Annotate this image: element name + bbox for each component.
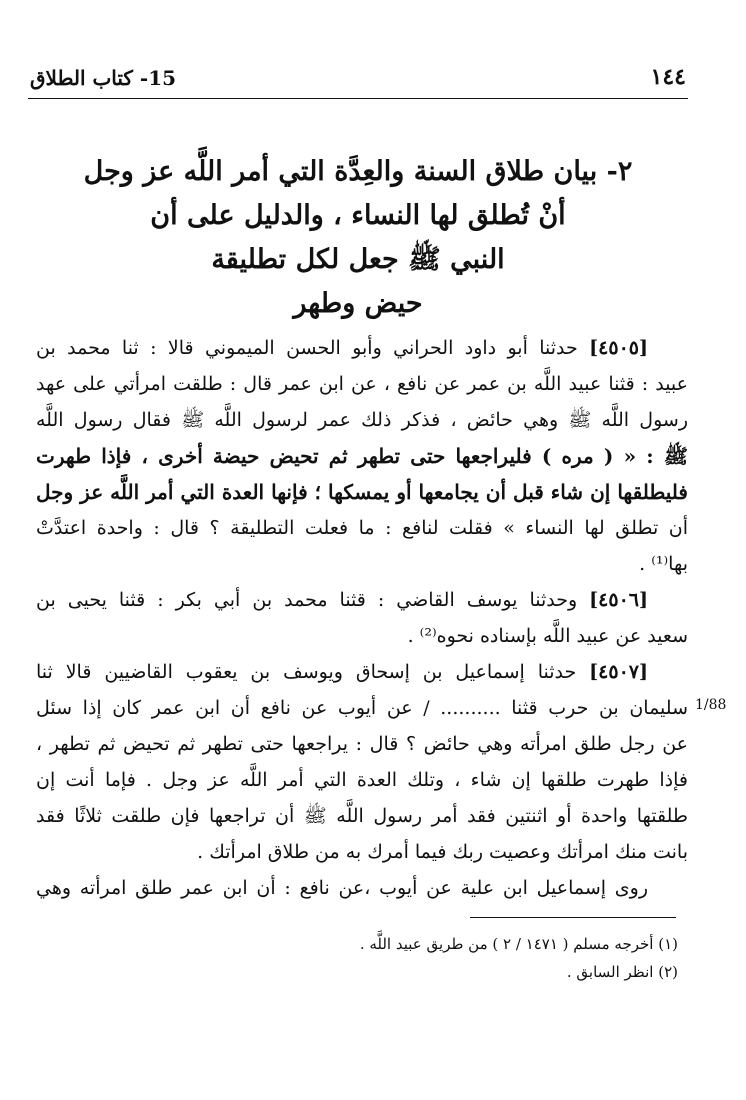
chapter-title-line: أنْ تُطلق لها النساء ، والدليل على أن (150, 200, 566, 231)
footnote-divider (470, 917, 676, 918)
chapter-title-line: حيض وطهر (293, 288, 423, 319)
text-span: حدثنا إسماعيل بن إسحاق ويوسف بن يعقوب القاضيين قالا ثنا (36, 661, 577, 683)
book-title: 15- كتاب الطلاق (30, 66, 177, 90)
text-line: عبيد : قثنا عبيد اللَّه بن عمر عن نافع ، عن ابن عمر قال : طلقت امرأتي على عهد (36, 373, 688, 395)
text-line: فليطلقها إن شاء قبل أن يجامعها أو يمسكها ؛ فإنها العدة التي أمر اللَّه عز وجل (36, 480, 688, 504)
hadith-number: [٤٥٠٦] (589, 589, 648, 611)
text-line: بانت منك امرأتك وعصيت ربك فيما أمرك به من طلاق امرأتك . (197, 841, 688, 863)
text-line: بها⁽¹⁾ . (639, 553, 688, 575)
text-line: طلقتها واحدة أو اثنتين فقد أمر رسول اللَّه ﷺ أن تراجعها فإن طلقت ثلاثًا فقد (36, 805, 688, 827)
footnotes (120, 930, 678, 986)
text-line: فإذا طهرت طلقها إن شاء ، وتلك العدة التي أمر اللَّه عز وجل . فإما أنت إن (36, 769, 688, 791)
main-text (36, 330, 688, 906)
text-line: سعيد عن عبيد اللَّه بإسناده نحوه⁽²⁾ . (407, 625, 688, 647)
chapter-title-line: ٢- بيان طلاق السنة والعِدَّة التي أمر اللَّه عز وجل (83, 156, 633, 187)
text-line: أن تطلق لها النساء » فقلت لنافع : ما فعلت التطليقة ؟ قال : واحدة اعتدَّتْ (36, 517, 688, 539)
hadith-number: [٤٥٠٥] (589, 337, 648, 359)
text-line (36, 330, 688, 366)
hadith-number: [٤٥٠٧] (589, 661, 648, 683)
footnote: (١) أخرجه مسلم ( ١٤٧١ / ٢ ) من طريق عبيد اللَّه . (359, 935, 678, 953)
page-number: ١٤٤ (650, 64, 686, 90)
chapter-title-line: النبي ﷺ جعل لكل تطليقة (211, 244, 505, 275)
text-line: ﷺ : « ( مره ) فليراجعها حتى تطهر ثم تحيض حيضة أخرى ، فإذا طهرت (36, 444, 688, 468)
text-line: عن رجل طلق امرأته وهي حائض ؟ قال : يراجعها حتى تطهر ثم تحيض ثم تطهر ، (36, 733, 688, 755)
text-line: سليمان بن حرب قثنا .......... / عن أيوب عن نافع أن ابن عمر كان إذا سئل (36, 697, 688, 719)
text-span: حدثنا أبو داود الحراني وأبو الحسن الميموني قالا : ثنا محمد بن (36, 337, 578, 359)
text-line (36, 582, 688, 618)
text-line (36, 654, 688, 690)
chapter-title (60, 150, 656, 326)
text-line: روى إسماعيل ابن علية عن أيوب ،عن نافع : أن ابن عمر طلق امرأته وهي (36, 877, 648, 899)
text-line: رسول اللَّه ﷺ وهي حائض ، فذكر ذلك عمر لرسول اللَّه ﷺ فقال رسول اللَّه (36, 409, 688, 431)
footnote: (٢) انظر السابق . (566, 963, 678, 981)
text-span: وحدثنا يوسف القاضي : قثنا محمد بن أبي بكر : قثنا يحيى بن (36, 589, 578, 611)
margin-reference: 1/88 (695, 697, 727, 713)
page-header (28, 62, 688, 99)
